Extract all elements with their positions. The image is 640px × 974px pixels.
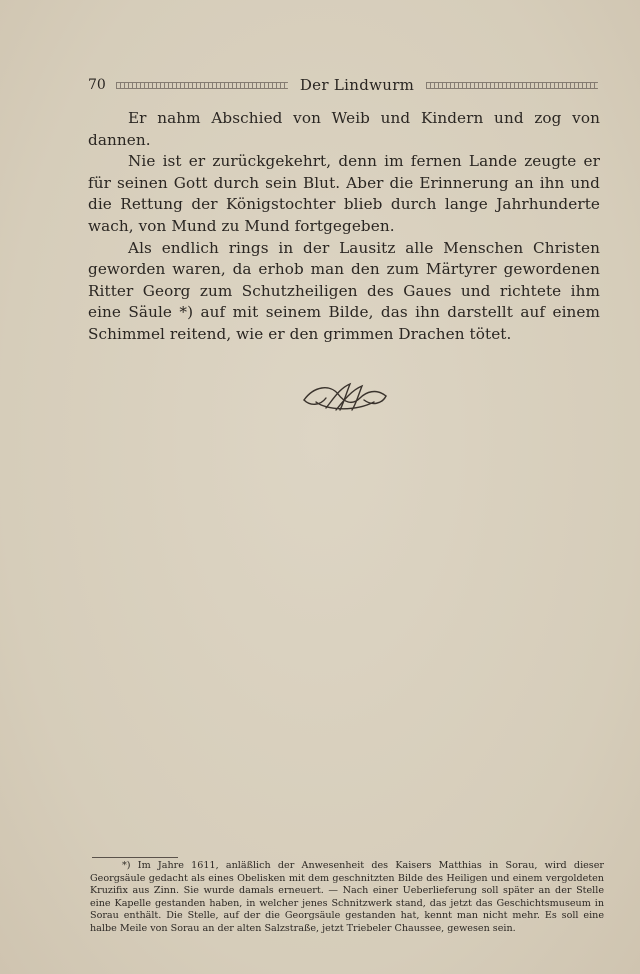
paragraph-2: Nie ist er zurückgekehrt, denn im fernen Lande zeugte er für seinen Gott durch sein Blut. Aber die Erinnerung an ihn und die Rettung der Königstochter blieb durch lange Jahrhunderte wach, von Mund zu Mund fortgegeben. — [88, 152, 600, 235]
flourish-ornament-icon — [300, 376, 390, 416]
running-title: Der Lindwurm — [299, 76, 415, 94]
footnote-rule — [92, 857, 178, 858]
page-number: 70 — [88, 77, 106, 93]
footnote — [90, 860, 604, 936]
body-text — [88, 108, 600, 346]
page-header — [88, 76, 604, 94]
paragraph-1: Er nahm Abschied von Weib und Kindern und zog von dannen. — [88, 109, 600, 149]
meander-border-right — [426, 82, 598, 89]
meander-border-left — [116, 82, 288, 89]
footnote-text: *) Im Jahre 1611, anläßlich der Anwesenheit des Kaisers Matthias in Sorau, wird dieser Georgsäule gedacht als eines Obelisken mit dem geschnitzten Bilde des Heiligen und einem vergoldeten Kruzifix aus Zinn. Sie wurde damals erneuert. — Nach einer Ueberlieferung soll später an der Stelle eine Kapelle gestanden haben, in welcher jenes Schnitzwerk stand, das jetzt das Geschichtsmuseum in Sorau enthält. Die Stelle, auf der die Georgsäule gestanden hat, kennt man nicht mehr. Es soll eine halbe Meile von Sorau an der alten Salzstraße, jetzt Triebeler Chaussee, gewesen sein. — [90, 860, 604, 934]
paragraph-3: Als endlich rings in der Lausitz alle Menschen Christen geworden waren, da erhob man den zum Märtyrer gewordenen Ritter Georg zum Schutzheiligen des Gaues und richtete ihm eine Säule *) auf mit seinem Bilde, das ihn darstellt auf einem Schimmel reitend, wie er den grimmen Drachen tötet. — [88, 238, 600, 343]
